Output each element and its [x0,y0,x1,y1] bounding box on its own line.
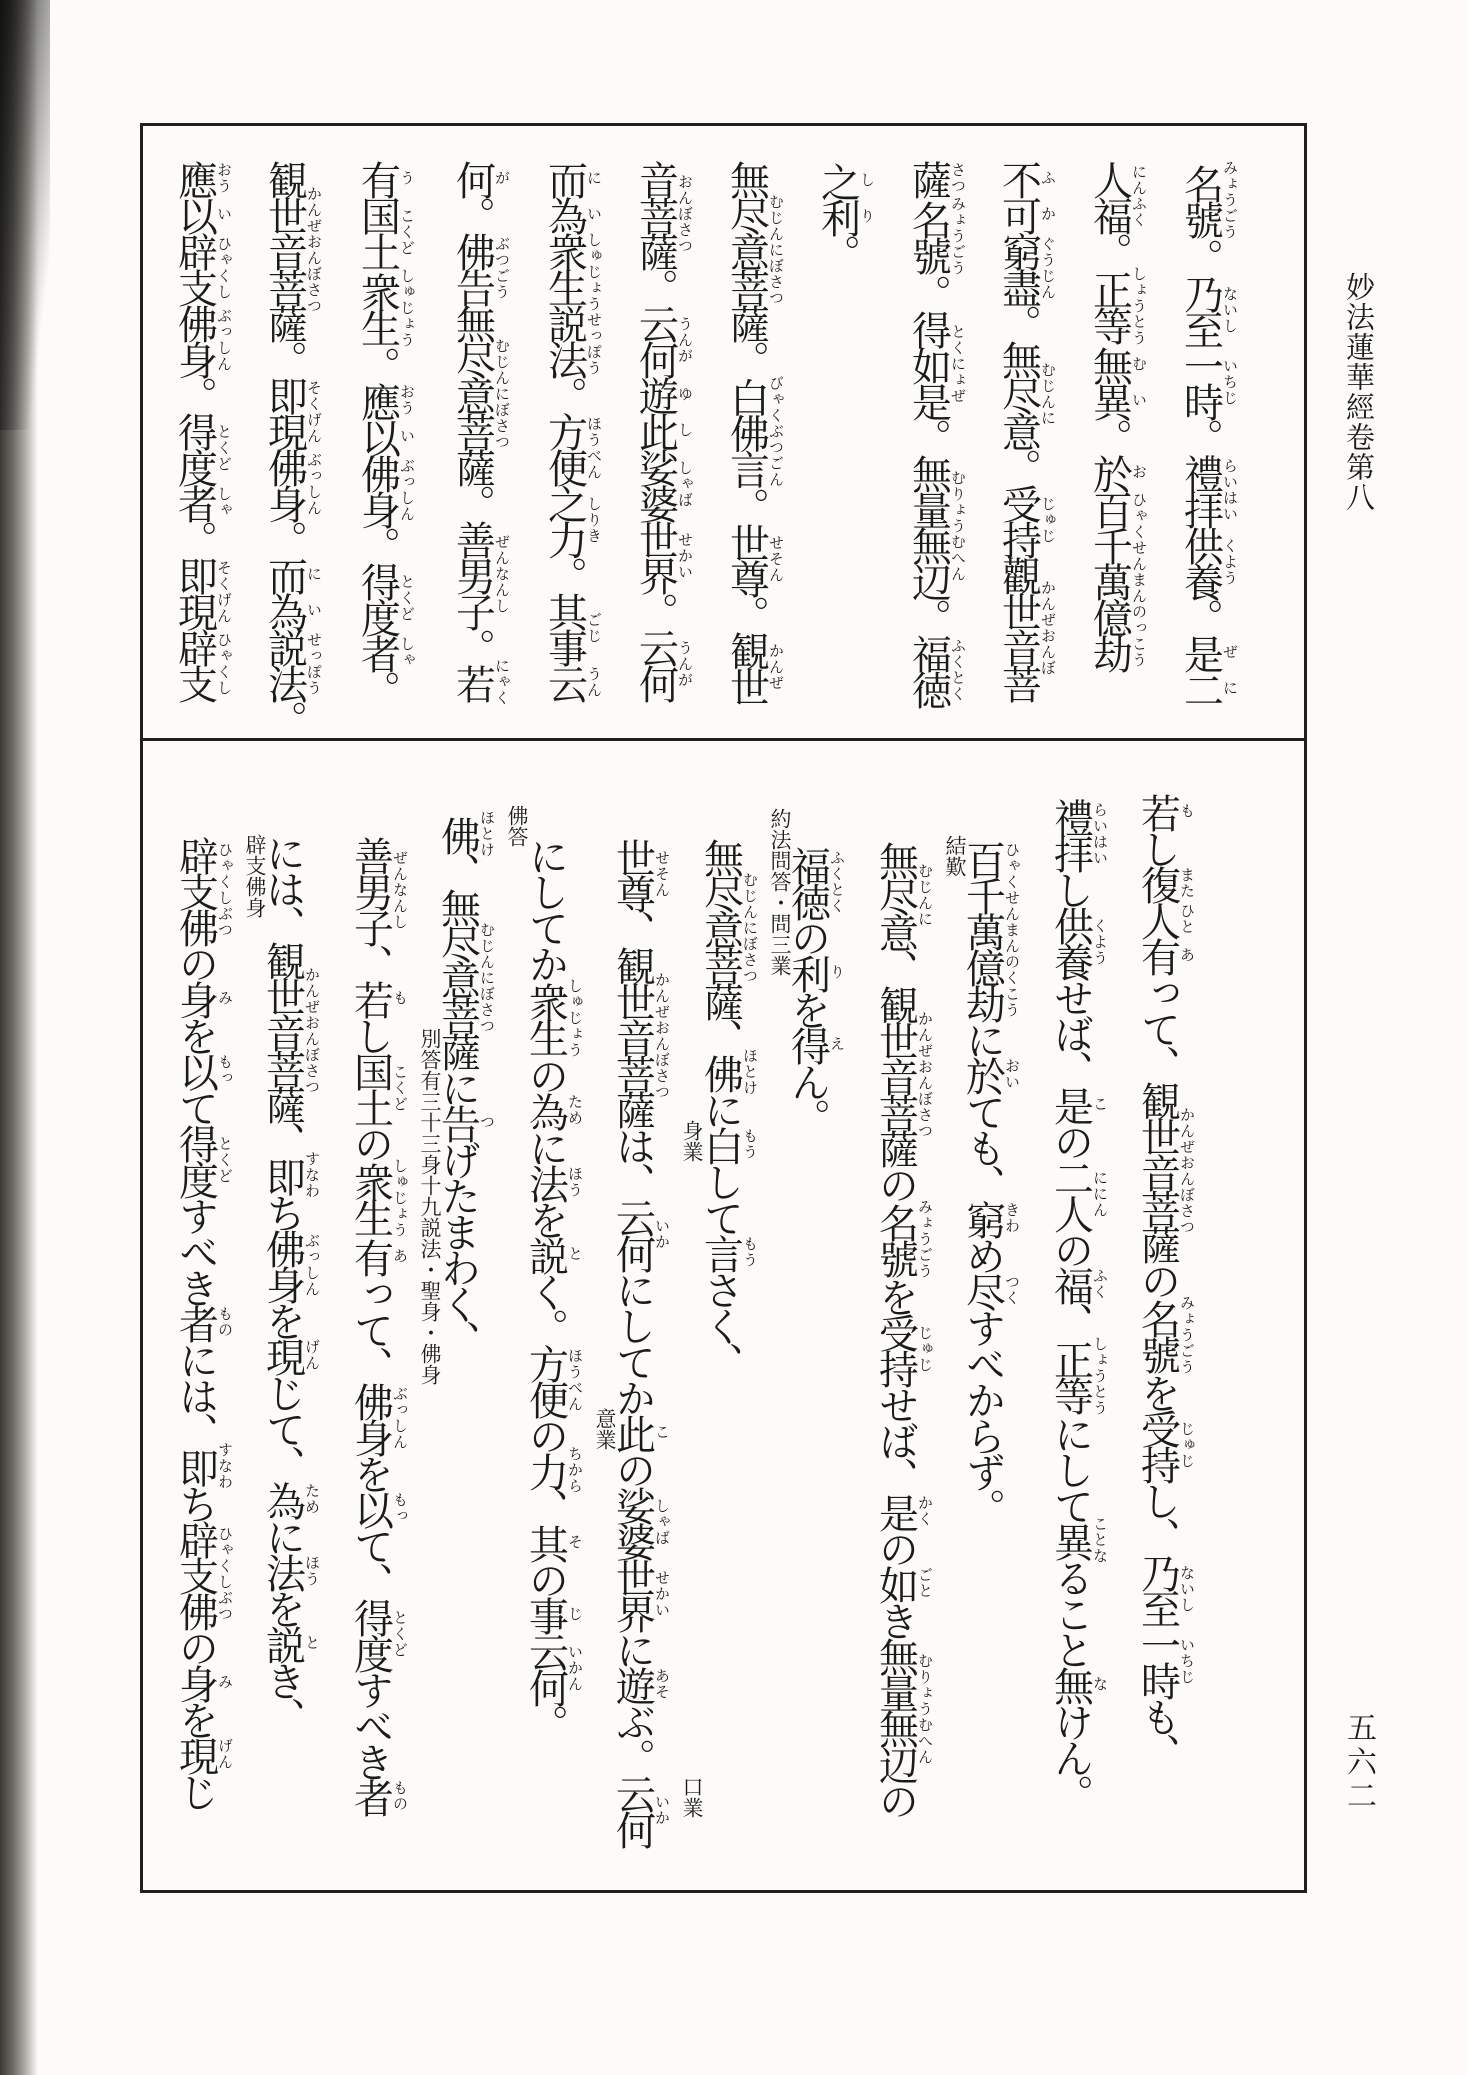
text-with-furigana: 何が [450,160,509,196]
kanbun-column-5: 之し利り。 [815,162,874,270]
text-with-furigana: 力ちから [523,1446,582,1494]
text-with-furigana: 即現そくげん [172,556,231,628]
text-with-furigana: 觀世音菩かんぜおんぼ [996,556,1055,700]
volume-title: 妙法蓮華經卷第八 [1342,272,1374,512]
text-with-furigana: 為ため [260,1481,319,1517]
text-with-furigana: 佛身ぶっしん [355,454,414,526]
text-with-furigana: 一時いちじ [1135,1625,1194,1697]
yomikudashi-column-9: 佛答 佛ほとけ、無尽意菩薩むじんにぼさつに告つげたまわく、 [435,805,529,1356]
yomikudashi-column-11: には、観世音菩薩かんぜおんぼさつ、即すなわち佛身ぶっしんを現げんじて、為ために法ほうを説とき、 [260,833,319,1733]
text-with-furigana: 告つ [435,1104,494,1140]
kanbun-column-8: 而に為い衆生説法しゅじょうせっぽう。方便ほうべん之力しりき。其事ごじ云うん [542,160,601,700]
text-with-furigana: 名號みょうごう [1178,160,1237,240]
text-with-furigana: 遊あそ [610,1666,669,1702]
commentary-label: 約法問答・問三業 [768,808,792,976]
text-with-furigana: 善男子ぜんなんし [348,836,407,944]
text-with-furigana: 為ため [523,1092,582,1128]
commentary-label: 口業 [680,1776,704,1818]
text-with-furigana: 二人ににん [1048,1158,1107,1230]
text-with-furigana: 世界せかい [633,520,692,592]
commentary-label: 結歎 [943,835,967,877]
text-with-furigana: 窮きわ [960,1200,1019,1236]
yomikudashi-column-7: 身業 口業 世尊せそん、観世音菩薩かんぜおんぼさつは、云何いかにしてか此この娑婆しゃば世界せかいに遊あそぶ。云何いか [610,838,704,1846]
text-with-furigana: 受持じゅじ [996,484,1055,556]
text-with-furigana: 佛身ぶっしん [260,1229,319,1301]
yomikudashi-column-3: 百千萬億劫ひゃくせんまんのくこうに於おいても、窮きわめ尽つくすべからず。 [960,840,1019,1524]
text-with-furigana: 世尊せそん [724,522,783,595]
kanbun-column-3: 不ふ可か窮盡ぐうじん。無尽意むじんに。受持じゅじ觀世音菩かんぜおんぼ [996,160,1055,700]
text-with-furigana: 名號みょうごう [906,196,965,276]
text-with-furigana: 云何うんが [633,304,692,376]
text-with-furigana: 辟支佛ひゃくしぶつ [173,836,232,944]
text-with-furigana: 福ふく [1048,1266,1107,1302]
yomikudashi-column-8: 意業 にしてか衆生しゅじょうの為ために法ほうを説とく。方便ほうべんの力ちから、其その事じ云何いかん。 [523,836,617,1740]
text-with-furigana: 音菩薩おんぼさつ [633,160,692,268]
text-with-furigana: 可か [996,196,1055,232]
text-with-furigana: 異い [1087,382,1146,418]
text-with-furigana: 福徳ふくとく [785,846,844,918]
text-with-furigana: 福徳ふくとく [906,634,965,706]
text-with-furigana: 佛身ぶっしん [172,304,231,376]
text-with-furigana: 佛ほとけ [435,810,494,858]
text-with-furigana: 世尊せそん [610,838,669,910]
text-with-furigana: 者もの [348,1778,407,1814]
text-with-furigana: 得度とくど [355,562,414,634]
text-with-furigana: 若も [348,980,407,1016]
text-with-furigana: 此し [633,412,692,448]
text-with-furigana: 方便ほうべん [542,412,601,484]
text-with-furigana: 百千萬億劫ひゃくせんまんのくこう [960,840,1019,1020]
text-with-furigana: 国土こくど [355,196,414,268]
text-with-furigana: 身み [173,1664,232,1700]
yomikudashi-column-4: 結歎 無尽意むじんに、観世音菩薩かんぜおんぼさつの名號みょうごうを受持じゅじせば、是かくの如ごとき無量無辺むりょうむへんの [873,835,967,1817]
text-with-furigana: 観世かんぜ [724,630,783,703]
text-with-furigana: 善男子ぜんなんし [450,520,509,628]
text-with-furigana: 正等しょうとう [1048,1336,1107,1416]
text-with-furigana: 人福にんふく [1087,160,1146,232]
kanbun-column-12: 應おう以い辟支ひゃくし佛身ぶっしん。得度とくど者しゃ。即現そくげん辟支ひゃくし [172,160,231,700]
text-with-furigana: 遊ゆ [633,376,692,412]
text-with-furigana: 窮盡ぐうじん [996,232,1055,304]
text-with-furigana: 禮拝らいはい [1178,454,1237,526]
text-with-furigana: 者しゃ [355,634,414,670]
text-with-furigana: 為い [262,592,321,628]
text-with-furigana: 白佛言びゃくぶつごん [724,375,783,488]
kanbun-column-11: 観世音菩薩かんぜおんぼさつ。即現そくげん佛身ぶっしん。而に為い説法せっぽう。 [262,160,321,736]
text-with-furigana: 者もの [173,1304,232,1340]
text-with-furigana: 云何いかん [523,1632,582,1704]
text-with-furigana: 云何うんが [633,628,692,700]
text-with-furigana: 應おう [172,160,231,196]
text-with-furigana: 乃至ないし [1178,274,1237,346]
text-with-furigana: 無尽意菩薩むじんにぼさつ [698,838,757,1018]
yomikudashi-column-2: 禮拝らいはいし供養くようせば、是この二人ににんの福ふく、正等しょうとうにして異ことなること無なけん。 [1048,798,1107,1810]
text-with-furigana: 無な [1048,1666,1107,1702]
text-with-furigana: 利り [815,198,874,234]
yomikudashi-column-5: 福徳ふくとくの利りを得えん。 [785,846,844,1134]
text-with-furigana: 得度とくど [173,1124,232,1196]
text-with-furigana: 無量無辺むりょうむへん [906,454,965,598]
text-with-furigana: 異ことな [1048,1516,1107,1564]
text-with-furigana: 即すなわ [260,1151,319,1199]
text-with-furigana: 一時いちじ [1178,346,1237,418]
text-with-furigana: 之し [815,162,874,198]
kanbun-column-4: 薩さつ名號みょうごう。得如是とくにょぜ。無量無辺むりょうむへん。福徳ふくとく [906,160,965,706]
text-with-furigana: 人ひと [1135,901,1194,937]
text-with-furigana: 世界せかい [610,1558,669,1630]
text-with-furigana: 供養くよう [1048,906,1107,978]
text-with-furigana: 之力しりき [542,484,601,556]
text-with-furigana: 若も [1135,793,1194,829]
text-with-furigana: 有あ [1135,937,1194,973]
text-with-furigana: 無尽意菩薩むじんにぼさつ [724,160,783,340]
text-with-furigana: 有あ [348,1238,407,1274]
text-with-furigana: 是こ [1048,1086,1107,1122]
text-with-furigana: 正等しょうとう [1087,266,1146,346]
yomikudashi-column-1: 若もし復また人ひと有あって、観世音菩薩かんぜおんぼさつの名號みょうごうを受持じゅじし、乃至ないし一時いちじも、 [1135,793,1194,1769]
text-with-furigana: 衆生しゅじょう [348,1158,407,1238]
text-with-furigana: 於お [1087,454,1146,490]
text-with-furigana: 即すなわ [173,1442,232,1490]
text-with-furigana: 衆生しゅじょう [523,978,582,1058]
text-with-furigana: 説と [523,1236,582,1272]
yomikudashi-column-6: 約法問答・問三業 無尽意菩薩むじんにぼさつ、佛ほとけに白もうして言もうさく、 [698,808,792,1378]
text-with-furigana: 娑婆しゃば [633,448,692,520]
text-with-furigana: 観世音菩薩かんぜおんぼさつ [873,985,932,1165]
text-with-furigana: 以もっ [348,1490,407,1526]
kanbun-column-7: 音菩薩おんぼさつ。云何うんが遊ゆ此し娑婆しゃば世界せかい。云何うんが [633,160,692,700]
text-with-furigana: 為い [542,196,601,232]
text-with-furigana: 尽つく [960,1272,1019,1308]
text-with-furigana: 是ぜ [1178,634,1237,670]
text-with-furigana: 観世音菩薩かんぜおんぼさつ [1135,1081,1194,1261]
text-with-furigana: 娑婆しゃば [610,1486,669,1558]
text-with-furigana: 現げん [260,1337,319,1373]
text-with-furigana: 受持じゅじ [873,1313,932,1385]
text-with-furigana: 無尽意菩薩むじんにぼさつ [450,304,509,484]
text-with-furigana: 薩さつ [906,160,965,196]
text-with-furigana: 而に [262,556,321,592]
text-with-furigana: 無尽意むじんに [873,841,932,949]
text-with-furigana: 有う [355,160,414,196]
text-with-furigana: 以い [172,196,231,232]
text-with-furigana: 名號みょうごう [873,1199,932,1279]
text-with-furigana: 方便ほうべん [523,1344,582,1416]
text-with-furigana: 観世音菩薩かんぜおんぼさつ [262,160,321,340]
text-with-furigana: 観世音菩薩かんぜおんぼさつ [260,941,319,1121]
text-with-furigana: 説法せっぽう [262,628,321,700]
text-with-furigana: 現げん [173,1736,232,1772]
text-with-furigana: 二に [1178,670,1237,706]
kanbun-column-9: 何が。佛告ぶつごう無尽意菩薩むじんにぼさつ。善男子ぜんなんし。若にゃく [450,160,509,706]
page-number: 五六二 [1342,1712,1375,1814]
text-with-furigana: 受持じゅじ [1135,1409,1194,1481]
text-with-furigana: 佛身ぶっしん [348,1382,407,1454]
kanbun-column-6: 無尽意菩薩むじんにぼさつ。白佛言びゃくぶつごん。世尊せそん。観世かんぜ [724,160,783,703]
text-with-furigana: 事じ [523,1596,582,1632]
yomikudashi-section [143,126,1304,1890]
text-frame [140,123,1307,1893]
text-with-furigana: 衆生しゅじょう [355,268,414,348]
text-with-furigana: 以もっ [173,1052,232,1088]
text-with-furigana: 如ごと [873,1565,932,1601]
kanbun-column-1: 名號みょうごう。乃至ないし一時いちじ。禮拝らいはい供養くよう。是ぜ二に [1178,160,1237,706]
text-with-furigana: 佛告ぶつごう [450,232,509,304]
kanbun-column-2: 人福にんふく。正等しょうとう無む異い。於お百千萬億劫ひゃくせんまんのっこう [1087,160,1146,670]
text-with-furigana: 佛ほとけ [698,1048,757,1096]
text-with-furigana: 国土こくど [348,1052,407,1124]
text-with-furigana: 百千萬億劫ひゃくせんまんのっこう [1087,490,1146,670]
text-with-furigana: 名號みょうごう [1135,1295,1194,1375]
text-with-furigana: 無尽意菩薩むじんにぼさつ [435,888,494,1068]
text-with-furigana: 法ほう [260,1553,319,1589]
text-with-furigana: 不ふ [996,160,1055,196]
yomikudashi-column-10: 別答有三十三身十九説法・聖身・佛身 善男子ぜんなんし、若もし国土こくどの衆生しゅじょう有あって、佛身ぶっしんを以もって、得度とくどすべき者もの [348,836,442,1814]
kanbun-column-10: 有う国土こくど衆生しゅじょう。應おう以い佛身ぶっしん。得度とくど者しゃ。 [355,160,414,706]
text-with-furigana: 辟支佛ひゃくしぶつ [173,1520,232,1628]
text-with-furigana: 観世音菩薩かんぜおんぼさつ [610,946,669,1126]
text-with-furigana: 白もう [698,1126,757,1162]
text-with-furigana: 此こ [610,1414,669,1450]
text-with-furigana: 應おう [355,382,414,418]
text-with-furigana: 言もう [698,1234,757,1270]
text-with-furigana: 其そ [523,1524,582,1560]
text-with-furigana: 得度とくど [348,1598,407,1670]
text-with-furigana: 乃至ないし [1135,1553,1194,1625]
scan-corner-shadow [0,0,50,430]
commentary-label: 佛答 [505,805,529,847]
text-with-furigana: 供養くよう [1178,526,1237,598]
text-with-furigana: 身み [173,980,232,1016]
text-with-furigana: 得え [785,1026,844,1062]
text-with-furigana: 其事ごじ [542,592,601,664]
text-with-furigana: 得度とくど [172,412,231,484]
text-with-furigana: 無量無辺むりょうむへん [873,1637,932,1781]
text-with-furigana: 復また [1135,865,1194,901]
commentary-label: 身業 [680,1120,704,1162]
text-with-furigana: 辟支ひゃくし [172,232,231,304]
commentary-label: 意業 [593,1408,617,1450]
text-with-furigana: 以い [355,418,414,454]
text-with-furigana: 法ほう [523,1164,582,1200]
text-with-furigana: 禮拝らいはい [1048,798,1107,870]
text-with-furigana: 云何いか [610,1198,669,1270]
text-with-furigana: 若にゃく [450,658,509,706]
text-with-furigana: 辟支ひゃくし [172,628,231,700]
commentary-label: 辟支佛身 [243,834,267,918]
text-with-furigana: 是かく [873,1493,932,1529]
text-with-furigana: 者しゃ [172,484,231,520]
text-with-furigana: 衆生説法しゅじょうせっぽう [542,232,601,376]
text-with-furigana: 即現そくげん [262,376,321,448]
text-with-furigana: 説と [260,1625,319,1661]
text-with-furigana: 云何いか [610,1774,669,1846]
text-with-furigana: 於おい [960,1056,1019,1092]
text-with-furigana: 利り [785,954,844,990]
yomikudashi-column-12: 辟支佛身 辟支佛ひゃくしぶつの身みを以もって得度とくどすべき者ものには、即すなわち辟支佛ひゃくしぶつの身みを現げんじ [173,834,267,1808]
text-with-furigana: 得如是とくにょぜ [906,310,965,418]
text-with-furigana: 而に [542,160,601,196]
text-with-furigana: 無尽意むじんに [996,340,1055,448]
text-with-furigana: 無む [1087,346,1146,382]
text-with-furigana: 佛身ぶっしん [262,448,321,520]
commentary-label: 別答有三十三身十九説法・聖身・佛身 [418,1028,442,1385]
text-with-furigana: 云うん [542,664,601,700]
